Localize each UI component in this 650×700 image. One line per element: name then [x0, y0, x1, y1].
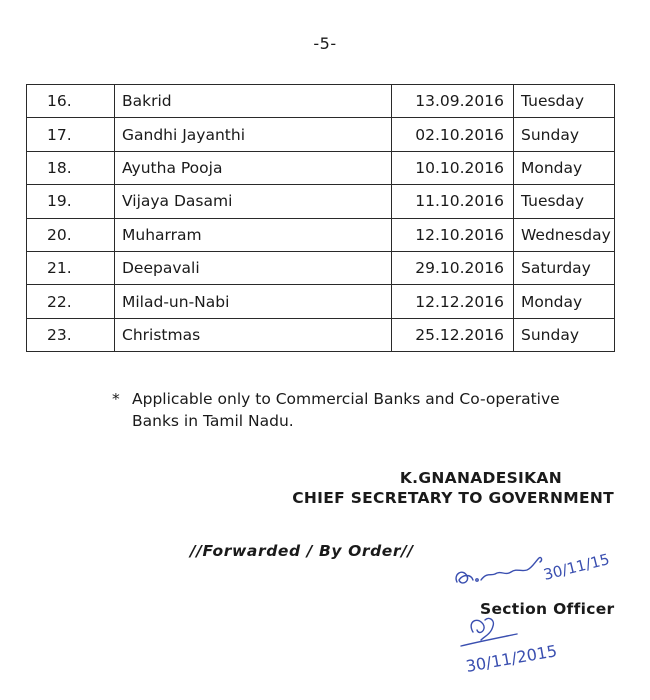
holiday-name: Gandhi Jayanthi	[115, 118, 392, 151]
holiday-name: Milad-un-Nabi	[115, 285, 392, 318]
serial-number: 18.	[27, 151, 115, 184]
holiday-date: 12.12.2016	[392, 285, 514, 318]
holiday-date: 12.10.2016	[392, 218, 514, 251]
handwritten-date-2: 30/11/2015	[464, 641, 559, 676]
holiday-name: Ayutha Pooja	[115, 151, 392, 184]
holiday-date: 13.09.2016	[392, 85, 514, 118]
serial-number: 20.	[27, 218, 115, 251]
serial-number: 23.	[27, 318, 115, 351]
serial-number: 16.	[27, 85, 115, 118]
holiday-date: 02.10.2016	[392, 118, 514, 151]
serial-number: 17.	[27, 118, 115, 151]
holiday-name: Christmas	[115, 318, 392, 351]
holiday-date: 25.12.2016	[392, 318, 514, 351]
handwritten-date-1: 30/11/15	[541, 550, 612, 584]
table-row	[27, 218, 615, 251]
footnote-line-1: Applicable only to Commercial Banks and Co-operative	[132, 390, 560, 408]
holiday-day: Monday	[514, 285, 615, 318]
serial-number: 21.	[27, 251, 115, 284]
holiday-date: 29.10.2016	[392, 251, 514, 284]
holiday-date: 11.10.2016	[392, 185, 514, 218]
table-row	[27, 85, 615, 118]
holiday-table	[26, 84, 615, 352]
holiday-name: Vijaya Dasami	[115, 185, 392, 218]
table-row	[27, 251, 615, 284]
page-number: -5-	[313, 34, 337, 53]
signatory-title: CHIEF SECRETARY TO GOVERNMENT	[292, 489, 614, 507]
holiday-name: Muharram	[115, 218, 392, 251]
table-row	[27, 118, 615, 151]
forwarded-by-order: //Forwarded / By Order//	[190, 542, 414, 560]
footnote	[112, 388, 612, 432]
holiday-day: Sunday	[514, 318, 615, 351]
holiday-day: Sunday	[514, 118, 615, 151]
asterisk-marker: *	[112, 390, 120, 408]
table-row	[27, 185, 615, 218]
holiday-name: Deepavali	[115, 251, 392, 284]
holiday-date: 10.10.2016	[392, 151, 514, 184]
holiday-day: Saturday	[514, 251, 615, 284]
serial-number: 19.	[27, 185, 115, 218]
holiday-day: Tuesday	[514, 185, 615, 218]
holiday-day: Tuesday	[514, 85, 615, 118]
holiday-day: Monday	[514, 151, 615, 184]
holiday-name: Bakrid	[115, 85, 392, 118]
table-row	[27, 151, 615, 184]
footnote-line-2: Banks in Tamil Nadu.	[132, 412, 294, 430]
signatory-block	[292, 468, 614, 508]
section-officer-label: Section Officer	[480, 600, 615, 618]
table-row	[27, 318, 615, 351]
table-row	[27, 285, 615, 318]
signatory-name: K.GNANADESIKAN	[399, 469, 562, 487]
holiday-day: Wednesday	[514, 218, 615, 251]
serial-number: 22.	[27, 285, 115, 318]
